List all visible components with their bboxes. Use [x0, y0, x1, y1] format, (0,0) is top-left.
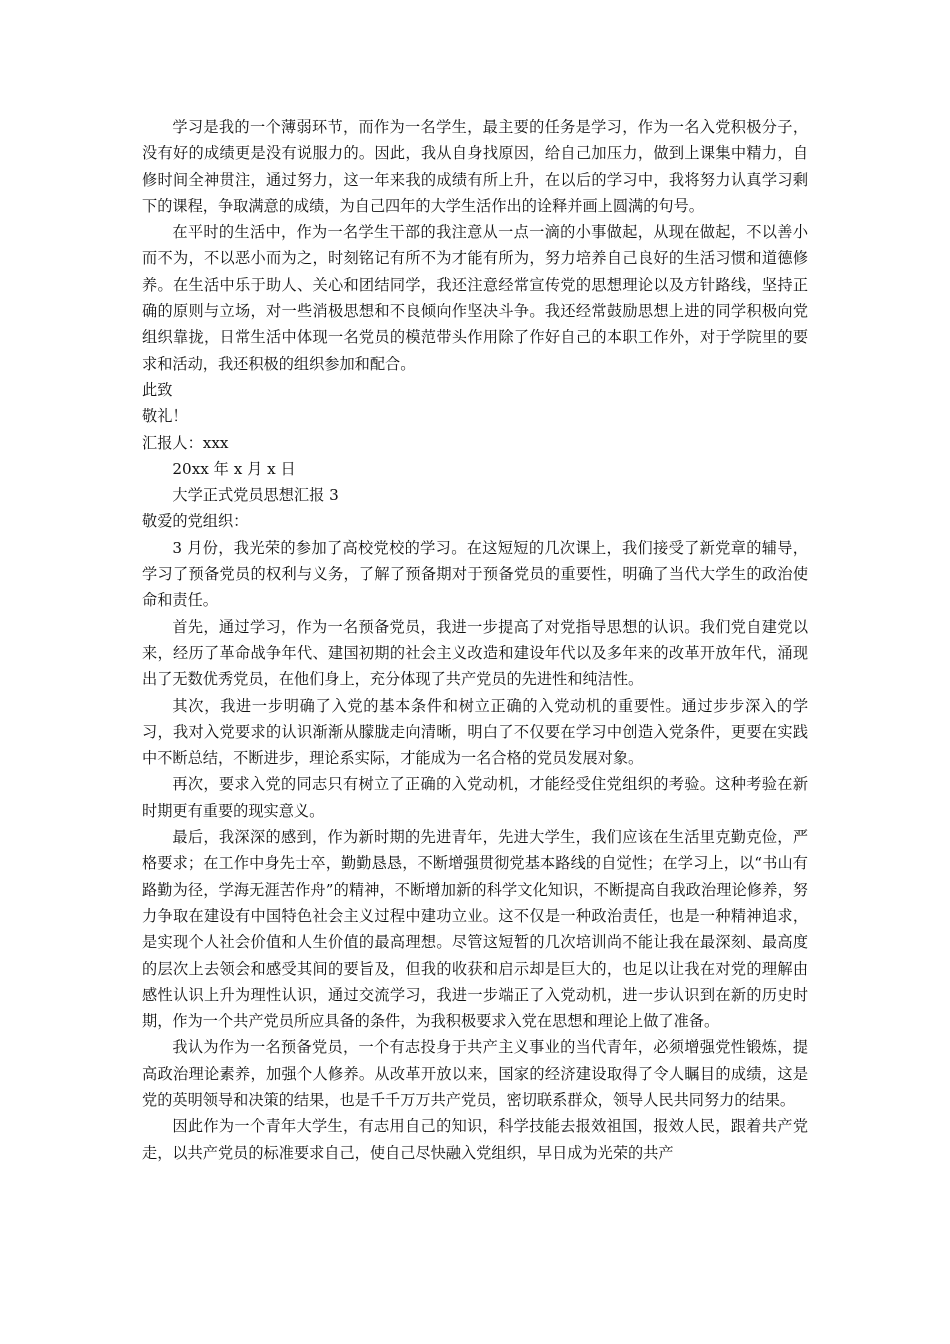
- paragraph-finally: 最后，我深深的感到，作为新时期的先进青年，先进大学生，我们应该在生活里克勤克俭，严格要求；在工作中身先士卒，勤勤恳恳，不断增强贯彻党基本路线的自觉性；在学习上，以“书山有路勤为径，学海无涯苦作舟”的精神，不断增加新的科学文化知识，不断提高自我政治理论修养，努力争取在建设有中国特色社会主义过程中建功立业。这不仅是一种政治责任，也是一种精神追求，是实现个人社会价值和人生价值的最高理想。尽管这短暂的几次培训尚不能让我在最深刻、最高度的层次上去领会和感受其间的要旨及，但我的收获和启示却是巨大的，也足以让我在对党的理解由感性认识上升为理性认识，通过交流学习，我进一步端正了入党动机，进一步认识到在新的历史时期，作为一个共产党员所应具备的条件，为我积极要求入党在思想和理论上做了准备。: [142, 828, 808, 1031]
- paragraph-first: 首先，通过学习，作为一名预备党员，我进一步提高了对党指导思想的认识。我们党自建党以来，经历了革命战争年代、建国初期的社会主义改造和建设年代以及多年来的改革开放年代，涌现出了无数优秀党员，在他们身上，充分体现了共产党员的先进性和纯洁性。: [142, 617, 808, 689]
- reporter-signature: 汇报人：xxx: [142, 433, 229, 452]
- closing-respect: 敬礼！: [142, 407, 188, 426]
- paragraph-therefore: 因此作为一个青年大学生，有志用自己的知识，科学技能去报效祖国，报效人民，跟着共产党走，以共产党员的标准要求自己，使自己尽快融入党组织，早日成为光荣的共产: [142, 1117, 808, 1162]
- section-title: 大学正式党员思想汇报 3: [172, 486, 339, 505]
- paragraph-party-school: 3 月份，我光荣的参加了高校党校的学习。在这短短的几次课上，我们接受了新党章的辅导，学习了预备党员的权利与义务，了解了预备期对于预备党员的重要性，明确了当代大学生的政治使命和责任。: [142, 538, 808, 610]
- paragraph-second: 其次，我进一步明确了入党的基本条件和树立正确的入党动机的重要性。通过步步深入的学习，我对入党要求的认识渐渐从朦胧走向清晰，明白了不仅要在学习中创造入党条件，更要在实践中不断总结，不断进步，理论系实际，才能成为一名合格的党员发展对象。: [142, 696, 808, 768]
- report-date: 20xx 年 x 月 x 日: [172, 459, 296, 478]
- paragraph-third: 再次，要求入党的同志只有树立了正确的入党动机，才能经受住党组织的考验。这种考验在新时期更有重要的现实意义。: [142, 775, 808, 820]
- paragraph-study: 学习是我的一个薄弱环节，而作为一名学生，最主要的任务是学习，作为一名入党积极分子，没有好的成绩更是没有说服力的。因此，我从自身找原因，给自己加压力，做到上课集中精力，自修时间全神贯注，通过努力，这一年来我的成绩有所上升，在以后的学习中，我将努力认真学习剩下的课程，争取满意的成绩，为自己四年的大学生活作出的诠释并画上圆满的句号。: [142, 118, 808, 215]
- paragraph-daily-life: 在平时的生活中，作为一名学生干部的我注意从一点一滴的小事做起，从现在做起，不以善小而不为，不以恶小而为之，时刻铭记有所不为才能有所为，努力培养自己良好的生活习惯和道德修养。在生活中乐于助人、关心和团结同学，我还注意经常宣传党的思想理论以及方针路线，坚持正确的原则与立场，对一些消极思想和不良倾向作坚决斗争。我还经常鼓励思想上进的同学积极向党组织靠拢，日常生活中体现一名党员的模范带头作用除了作好自己的本职工作外，对于学院里的要求和活动，我还积极的组织参加和配合。: [142, 223, 808, 373]
- greeting: 敬爱的党组织：: [142, 512, 249, 531]
- closing-salutation: 此致: [142, 380, 173, 399]
- document-page: [142, 114, 808, 1166]
- paragraph-probationary-member: 我认为作为一名预备党员，一个有志投身于共产主义事业的当代青年，必须增强党性锻炼，提高政治理论素养，加强个人修养。从改革开放以来，国家的经济建设取得了令人瞩目的成绩，这是党的英明领导和决策的结果，也是千千万万共产党员，密切联系群众，领导人民共同努力的结果。: [142, 1038, 808, 1109]
